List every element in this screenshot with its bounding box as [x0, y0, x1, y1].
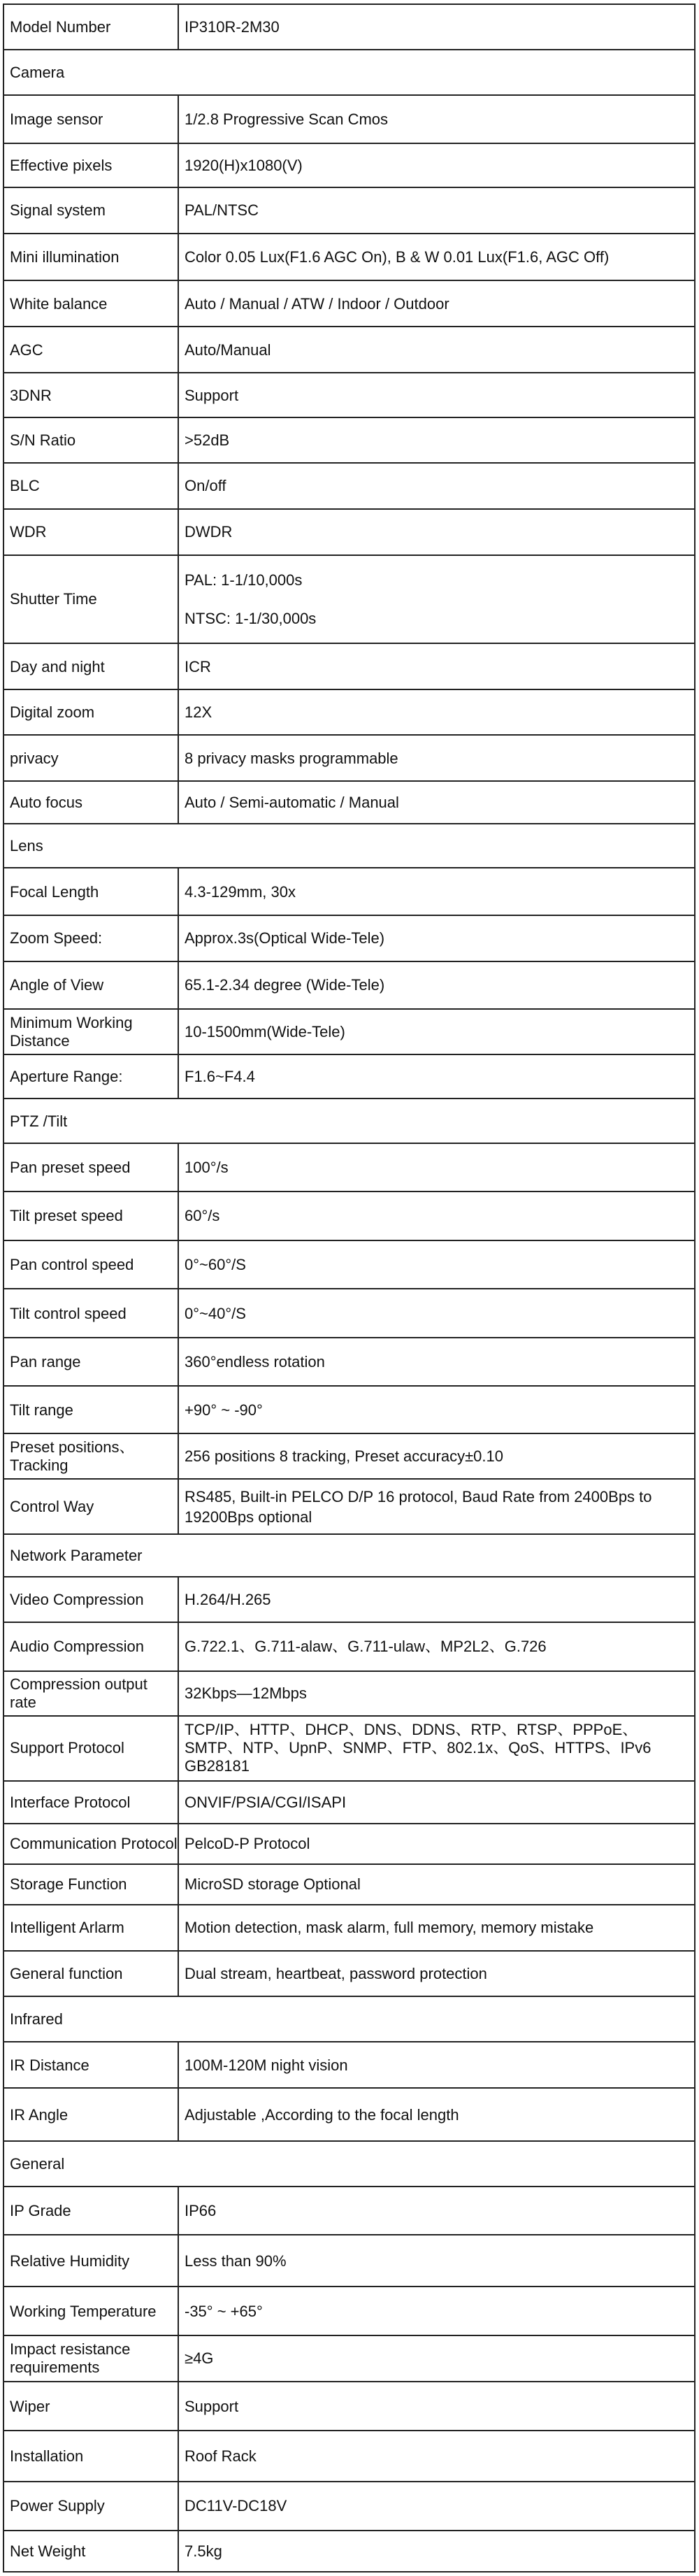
spec-row — [3, 463, 695, 509]
spec-value-secondary: NTSC: 1-1/30,000s — [185, 609, 317, 627]
spec-value: -35° ~ +65° — [178, 2287, 695, 2335]
spec-label: General function — [3, 1951, 178, 1996]
spec-value: 256 positions 8 tracking, Preset accuracy±0.10 — [178, 1433, 695, 1479]
spec-row — [3, 555, 695, 643]
spec-label: White balance — [3, 280, 178, 327]
spec-row — [3, 2335, 695, 2382]
section-heading: Camera — [3, 50, 695, 95]
spec-row — [3, 509, 695, 555]
spec-label: Pan range — [3, 1338, 178, 1386]
spec-label: Auto focus — [3, 781, 178, 824]
spec-row — [3, 1905, 695, 1951]
spec-value: Roof Rack — [178, 2431, 695, 2482]
spec-value: Auto / Manual / ATW / Indoor / Outdoor — [178, 280, 695, 327]
spec-label: Angle of View — [3, 961, 178, 1009]
spec-label: IP Grade — [3, 2187, 178, 2235]
spec-label: Pan preset speed — [3, 1143, 178, 1191]
spec-label: Tilt control speed — [3, 1289, 178, 1337]
spec-value: +90° ~ -90° — [178, 1386, 695, 1433]
spec-row — [3, 781, 695, 824]
spec-row — [3, 1479, 695, 1534]
spec-table — [3, 3, 696, 2573]
spec-value: TCP/IP、HTTP、DHCP、DNS、DDNS、RTP、RTSP、PPPoE、SMTP、NTP、UpnP、SNMP、FTP、802.1x、QoS、HTTPS、IPv6 GB28181 — [178, 1716, 695, 1782]
spec-row — [3, 2531, 695, 2572]
spec-value: On/off — [178, 463, 695, 509]
section-row — [3, 1996, 695, 2042]
spec-value: 10-1500mm(Wide-Tele) — [178, 1009, 695, 1054]
spec-row — [3, 4, 695, 50]
spec-value: 1920(H)x1080(V) — [178, 143, 695, 187]
spec-row — [3, 1143, 695, 1191]
spec-value: DC11V-DC18V — [178, 2482, 695, 2530]
spec-value: 60°/s — [178, 1192, 695, 1240]
spec-row — [3, 187, 695, 234]
spec-row — [3, 1054, 695, 1099]
spec-label: Video Compression — [3, 1577, 178, 1622]
spec-label: BLC — [3, 463, 178, 509]
spec-label: Model Number — [3, 4, 178, 50]
spec-row — [3, 643, 695, 689]
spec-value: 360°endless rotation — [178, 1338, 695, 1386]
spec-row — [3, 417, 695, 462]
spec-label: Audio Compression — [3, 1622, 178, 1670]
section-heading: Infrared — [3, 1996, 695, 2042]
spec-label: Support Protocol — [3, 1716, 178, 1782]
spec-label: Preset positions、Tracking — [3, 1433, 178, 1479]
section-row — [3, 824, 695, 868]
spec-label: Storage Function — [3, 1864, 178, 1905]
spec-label: Mini illumination — [3, 234, 178, 280]
spec-row — [3, 1386, 695, 1433]
spec-label: privacy — [3, 735, 178, 781]
spec-label: Focal Length — [3, 868, 178, 915]
spec-value: IP66 — [178, 2187, 695, 2235]
spec-value: 7.5kg — [178, 2531, 695, 2572]
spec-row — [3, 1951, 695, 1996]
spec-row — [3, 2235, 695, 2287]
spec-value: Dual stream, heartbeat, password protection — [178, 1951, 695, 1996]
spec-row — [3, 1240, 695, 1289]
spec-value: Support — [178, 2382, 695, 2430]
spec-value: Support — [178, 373, 695, 417]
section-heading: PTZ /Tilt — [3, 1099, 695, 1143]
spec-value: Auto / Semi-automatic / Manual — [178, 781, 695, 824]
spec-value: 12X — [178, 689, 695, 735]
spec-label: Net Weight — [3, 2531, 178, 2572]
section-heading: Lens — [3, 824, 695, 868]
spec-row — [3, 1864, 695, 1905]
spec-row — [3, 1009, 695, 1054]
spec-row — [3, 2482, 695, 2530]
spec-value: F1.6~F4.4 — [178, 1054, 695, 1099]
spec-row — [3, 1289, 695, 1337]
spec-label: Control Way — [3, 1479, 178, 1534]
spec-label: Power Supply — [3, 2482, 178, 2530]
spec-row — [3, 1671, 695, 1716]
spec-label: WDR — [3, 509, 178, 555]
spec-row — [3, 2088, 695, 2141]
spec-row — [3, 327, 695, 373]
spec-table-body — [3, 4, 695, 2572]
spec-label: Shutter Time — [3, 555, 178, 643]
spec-label: Effective pixels — [3, 143, 178, 187]
spec-value: Less than 90% — [178, 2235, 695, 2287]
section-row — [3, 1534, 695, 1577]
spec-label: AGC — [3, 327, 178, 373]
spec-row — [3, 1338, 695, 1386]
spec-value: PAL: 1-1/10,000s — [185, 571, 303, 589]
spec-label: Working Temperature — [3, 2287, 178, 2335]
spec-label: Pan control speed — [3, 1240, 178, 1289]
spec-label: Digital zoom — [3, 689, 178, 735]
spec-row — [3, 1622, 695, 1670]
spec-row — [3, 1781, 695, 1824]
spec-value: >52dB — [178, 417, 695, 462]
spec-value: 0°~40°/S — [178, 1289, 695, 1337]
spec-row — [3, 280, 695, 327]
spec-row — [3, 1824, 695, 1864]
spec-row — [3, 2382, 695, 2430]
spec-row — [3, 373, 695, 417]
spec-value: 100M-120M night vision — [178, 2042, 695, 2088]
spec-label: Impact resistance requirements — [3, 2335, 178, 2382]
spec-value: ONVIF/PSIA/CGI/ISAPI — [178, 1781, 695, 1824]
spec-row — [3, 2287, 695, 2335]
spec-label: Wiper — [3, 2382, 178, 2430]
spec-label: Relative Humidity — [3, 2235, 178, 2287]
spec-value: 32Kbps—12Mbps — [178, 1671, 695, 1716]
spec-label: Compression output rate — [3, 1671, 178, 1716]
spec-value: Color 0.05 Lux(F1.6 AGC On), B & W 0.01 Lux(F1.6, AGC Off) — [178, 234, 695, 280]
spec-row — [3, 1577, 695, 1622]
spec-label: Interface Protocol — [3, 1781, 178, 1824]
spec-label: Day and night — [3, 643, 178, 689]
spec-row — [3, 234, 695, 280]
spec-value: 4.3-129mm, 30x — [178, 868, 695, 915]
spec-value: 100°/s — [178, 1143, 695, 1191]
spec-row — [3, 735, 695, 781]
spec-value: Approx.3s(Optical Wide-Tele) — [178, 915, 695, 961]
spec-value: 0°~60°/S — [178, 1240, 695, 1289]
spec-value: ICR — [178, 643, 695, 689]
spec-label: Aperture Range: — [3, 1054, 178, 1099]
spec-label: Installation — [3, 2431, 178, 2482]
spec-row — [3, 689, 695, 735]
section-row — [3, 1099, 695, 1143]
spec-value: 8 privacy masks programmable — [178, 735, 695, 781]
spec-label: Zoom Speed: — [3, 915, 178, 961]
spec-value: RS485, Built-in PELCO D/P 16 protocol, Baud Rate from 2400Bps to 19200Bps optional — [178, 1479, 695, 1534]
spec-row — [3, 2042, 695, 2088]
spec-value: Adjustable ,According to the focal length — [178, 2088, 695, 2141]
spec-row — [3, 95, 695, 143]
spec-label: Communication Protocol — [3, 1824, 178, 1864]
spec-value: IP310R-2M30 — [178, 4, 695, 50]
spec-row — [3, 961, 695, 1009]
spec-value: H.264/H.265 — [178, 1577, 695, 1622]
spec-label: IR Angle — [3, 2088, 178, 2141]
section-heading: General — [3, 2141, 695, 2187]
spec-value: MicroSD storage Optional — [178, 1864, 695, 1905]
spec-row — [3, 868, 695, 915]
section-row — [3, 50, 695, 95]
spec-label: Signal system — [3, 187, 178, 234]
spec-row — [3, 1192, 695, 1240]
spec-row — [3, 2187, 695, 2235]
spec-label: IR Distance — [3, 2042, 178, 2088]
spec-row — [3, 2431, 695, 2482]
spec-label: Intelligent Arlarm — [3, 1905, 178, 1951]
spec-row — [3, 915, 695, 961]
spec-value: Auto/Manual — [178, 327, 695, 373]
section-heading: Network Parameter — [3, 1534, 695, 1577]
spec-label: Tilt preset speed — [3, 1192, 178, 1240]
section-row — [3, 2141, 695, 2187]
spec-value: ≥4G — [178, 2335, 695, 2382]
spec-label: Image sensor — [3, 95, 178, 143]
spec-value: 1/2.8 Progressive Scan Cmos — [178, 95, 695, 143]
spec-value: 65.1-2.34 degree (Wide-Tele) — [178, 961, 695, 1009]
spec-label: Minimum Working Distance — [3, 1009, 178, 1054]
spec-label: Tilt range — [3, 1386, 178, 1433]
spec-row — [3, 1433, 695, 1479]
spec-value: DWDR — [178, 509, 695, 555]
spec-row — [3, 1716, 695, 1782]
spec-value: Motion detection, mask alarm, full memory, memory mistake — [178, 1905, 695, 1951]
spec-value: G.722.1、G.711-alaw、G.711-ulaw、MP2L2、G.726 — [178, 1622, 695, 1670]
spec-row — [3, 143, 695, 187]
spec-value-cell — [178, 555, 695, 643]
spec-label: 3DNR — [3, 373, 178, 417]
spec-label: S/N Ratio — [3, 417, 178, 462]
spec-value: PAL/NTSC — [178, 187, 695, 234]
spec-value: PelcoD-P Protocol — [178, 1824, 695, 1864]
